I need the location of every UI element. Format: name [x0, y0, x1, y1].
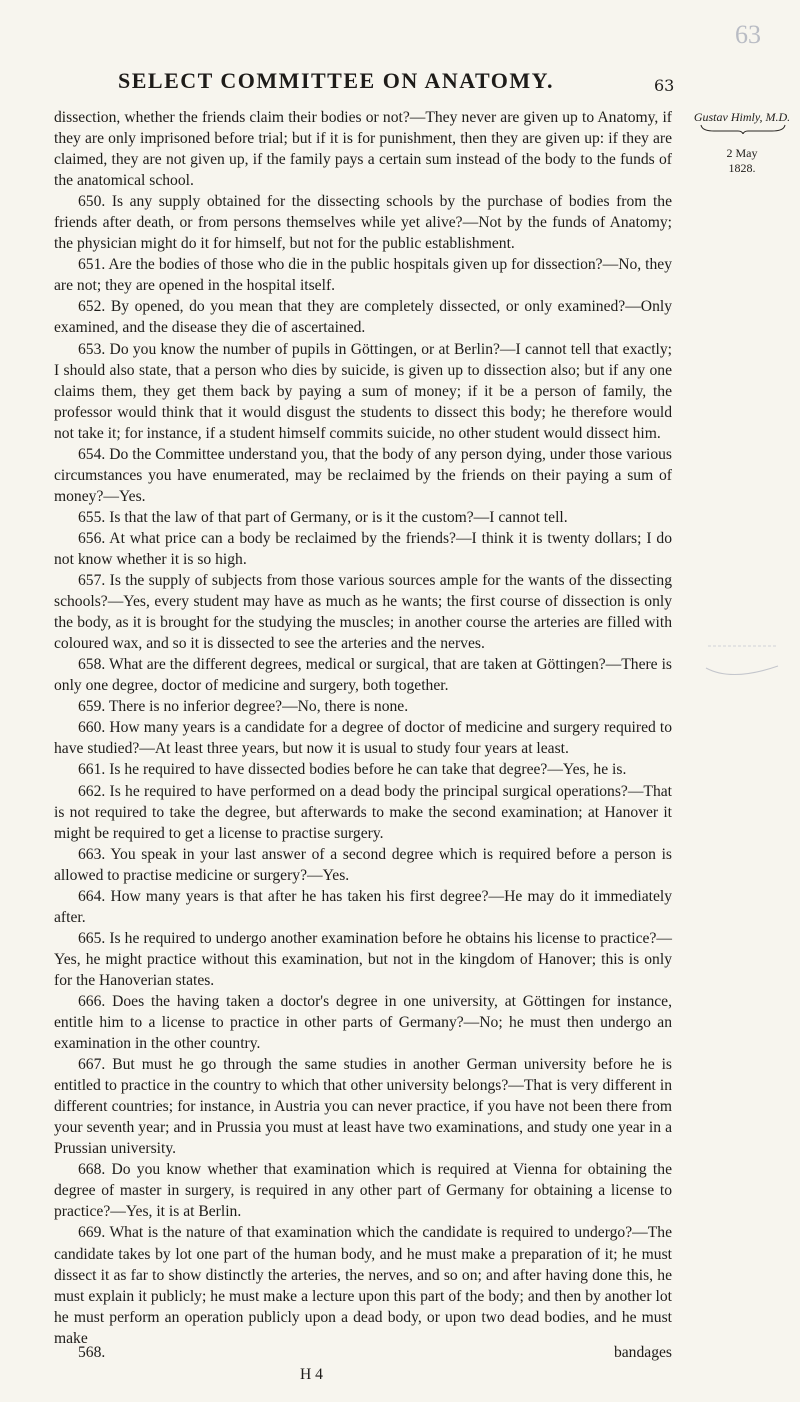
paragraph: 658. What are the different degrees, medical or surgical, that are taken at Göttingen?—There is only one degree, doctor of medicine and surgery, both together. — [54, 656, 672, 695]
paragraph: 665. Is he required to undergo another examination before he obtains his license to practice?—Yes, he might practice without this examination, but not in the kingdom of Hanover; this is only for the Hanoverian states. — [54, 929, 672, 989]
paragraph: 664. How many years is that after he has taken his first degree?—He may do it immediately after. — [54, 887, 672, 926]
paragraph: 655. Is that the law of that part of Germany, or is it the custom?—I cannot tell. — [78, 508, 568, 526]
paragraph: 653. Do you know the number of pupils in Göttingen, or at Berlin?—I cannot tell that exactly; I should also state, that a person who dies by suicide, is given up to dissection also; but if any one claims them, they get them back by paying a sum of money; if it be a person of family, the professor would think that it would disgust the students to dissect this body; he therefore would not take it; for instance, if a student himself commits suicide, no other student would dissect him. — [54, 340, 672, 442]
page-number: 63 — [654, 76, 675, 95]
paragraph: 659. There is no inferior degree?—No, there is none. — [78, 698, 409, 716]
catchwords — [54, 1344, 672, 1366]
paragraph: 651. Are the bodies of those who die in the public hospitals given up for dissection?—No, they are not; they are opened in the hospital itself. — [54, 256, 672, 295]
bleed-through-mark — [702, 638, 782, 684]
running-title: SELECT COMMITTEE ON ANATOMY. — [118, 68, 555, 93]
paragraph: 652. By opened, do you mean that they are completely dissected, or only examined?—Only examined, and the disease they die of ascertained. — [54, 298, 672, 337]
paragraph: 662. Is he required to have performed on a dead body the principal surgical operations?—That is not required to take the degree, but afterwards to make the second examination; at Hanover it might be required to get a license to practise surgery. — [54, 782, 672, 842]
brace-icon — [700, 124, 786, 134]
paragraph: 656. At what price can a body be reclaimed by the friends?—I think it is twenty dollars; I do not know whether it is so high. — [54, 529, 672, 568]
paragraph: 661. Is he required to have dissected bodies before he can take that degree?—Yes, he is. — [78, 761, 627, 779]
page-stamp: 63 — [735, 20, 761, 49]
paragraph: 663. You speak in your last answer of a second degree which is required before a person is allowed to practise medicine or surgery?—Yes. — [54, 845, 672, 884]
date-day: 2 May — [726, 146, 758, 160]
evidence-text — [54, 107, 672, 1349]
paragraph: 660. How many years is a candidate for a degree of doctor of medicine and surgery required to have studied?—At least three years, but now it is usual to study four years at least. — [54, 719, 672, 758]
paragraph: dissection, whether the friends claim their bodies or not?—They never are given up to Anatomy, if they are only imprisoned before trial; but if it is for punishment, then they are given up: if they are claimed, they are not given up, if the family pays a certain sum instead of the body to the funds of the anatomical school. — [54, 109, 672, 190]
running-head — [0, 68, 800, 98]
catchword-paragraph-number: 568. — [78, 1344, 106, 1361]
paragraph: 666. Does the having taken a doctor's degree in one university, at Göttingen for instance, entitle him to a license to practice in other parts of Germany?—No; he must then undergo an examination in the other country. — [54, 992, 672, 1053]
margin-note — [684, 110, 800, 190]
paragraph: 657. Is the supply of subjects from those various sources ample for the wants of the dissecting schools?—Yes, every student may have as much as he wants; the first course of dissection is only the body, as it is brought for the studying the muscles; in another course the arteries are filled with coloured wax, and so it is dissected to see the arteries and the nerves. — [54, 572, 672, 653]
paragraph: 668. Do you know whether that examination which is required at Vienna for obtaining the degree of master in surgery, is required in any other part of Germany for obtaining a license to practice?—Yes, it is at Berlin. — [54, 1161, 672, 1221]
catchword: bandages — [613, 1344, 672, 1361]
signature-mark: H 4 — [300, 1366, 323, 1383]
paragraph: 667. But must he go through the same studies in another German university before he is entitled to practice in the country to which that other university belongs?—That is very different in different countries; for instance, in Austria you can never practice, if you have not been there from your seventh year; and in Prussia you must at least have two examinations, and study one year in a Prussian university. — [54, 1056, 672, 1158]
paragraph: 650. Is any supply obtained for the dissecting schools by the purchase of bodies from the friends after death, or from persons themselves while yet alive?—Not by the funds of Anatomy; the physician might do it for himself, but not for the public establishment. — [54, 193, 672, 253]
paragraph: 669. What is the nature of that examination which the candidate is required to undergo?—The candidate takes by lot one part of the human body, and he must make a preparation of it; he must dissect it as far to show distinctly the arteries, the nerves, and so on; and after having done this, he must explain it publicly; he must make a lecture upon this part of the body; and then by another lot he must perform an operation publicly upon a dead body, or upon two dead bodies, and he must make — [54, 1224, 672, 1347]
witness-name: Gustav Himly, M.D. — [693, 110, 791, 124]
evidence-date — [714, 146, 770, 176]
paragraph: 654. Do the Committee understand you, that the body of any person dying, under those various circumstances you have enumerated, may be reclaimed by the friends on their paying a sum of money?—Yes. — [54, 445, 672, 505]
date-year: 1828. — [728, 161, 756, 175]
